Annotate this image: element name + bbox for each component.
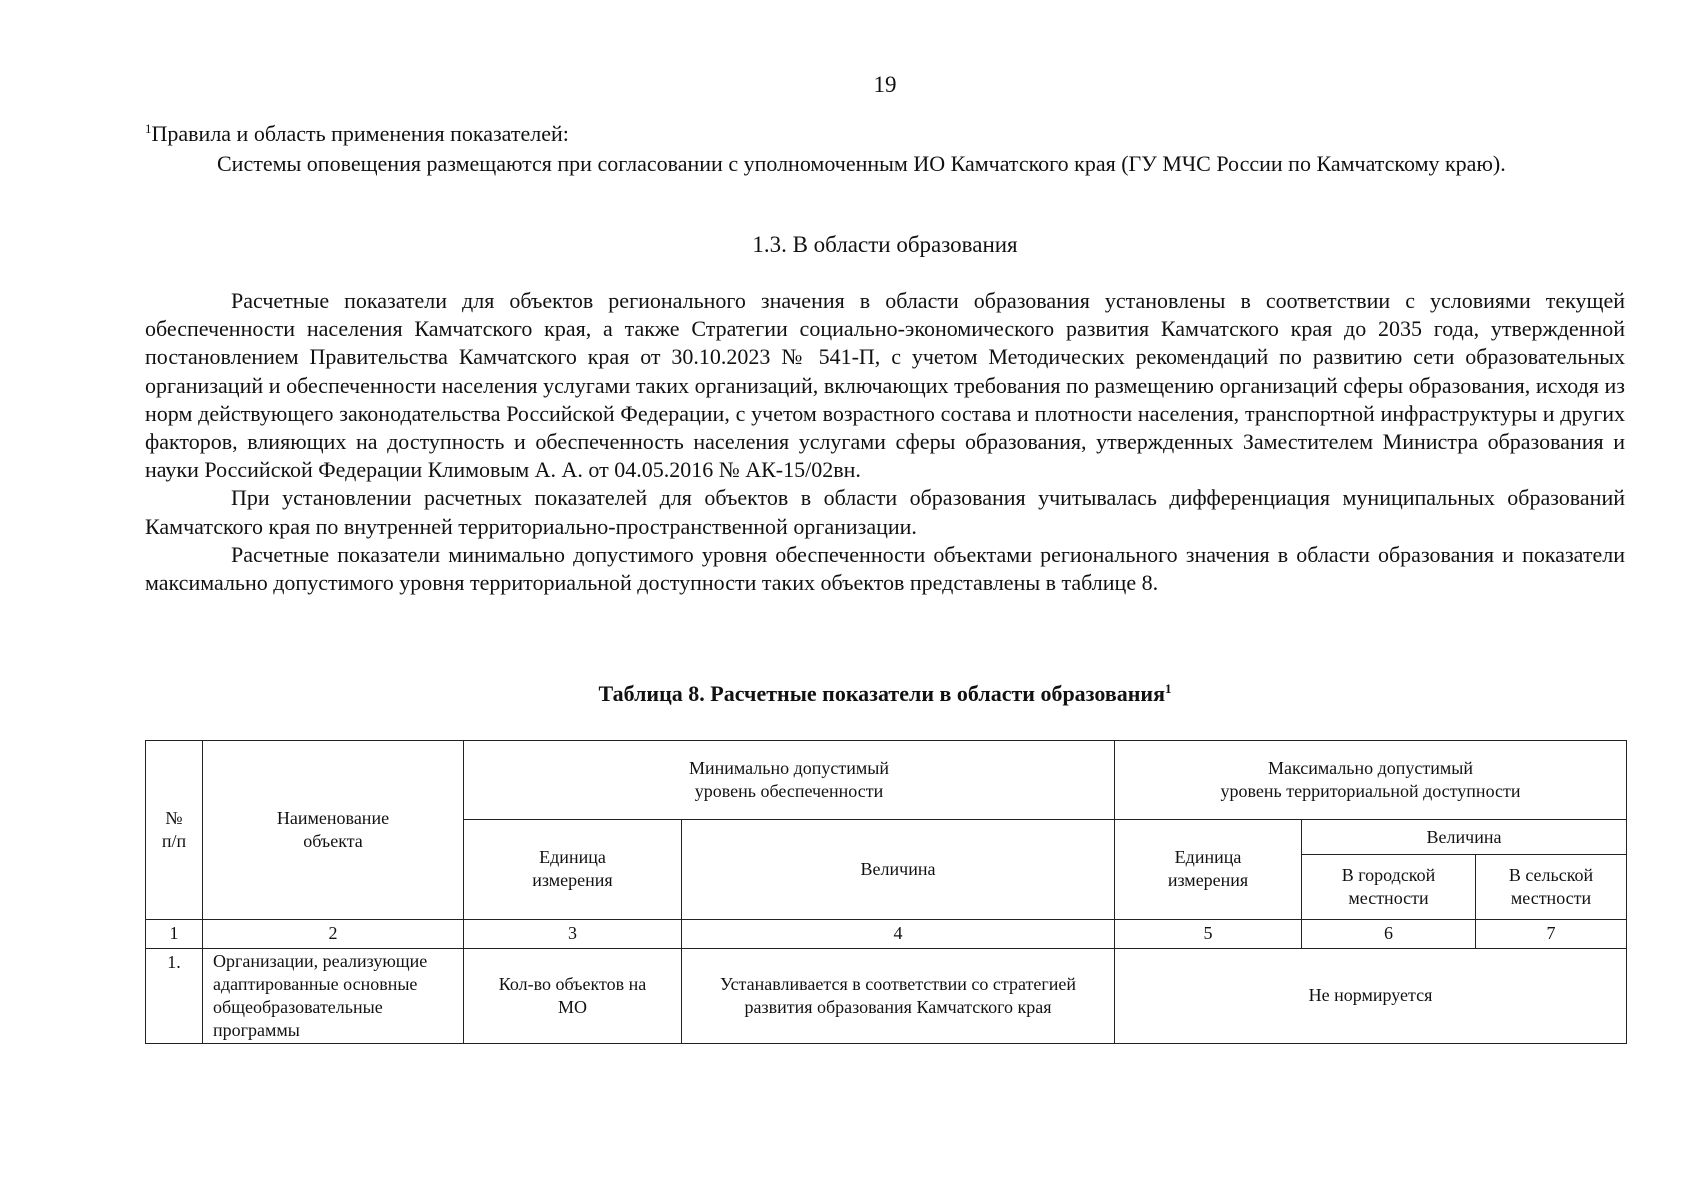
- header-min-provision-level: Минимально допустимый уровень обеспеченности: [464, 741, 1115, 820]
- table-caption-text: Таблица 8. Расчетные показатели в области образования: [598, 681, 1165, 706]
- education-norms-table: [145, 740, 1627, 1044]
- header-object-name: Наименование объекта: [203, 741, 464, 920]
- header-urban: В городской местности: [1302, 855, 1476, 919]
- header-max-accessibility-level: Максимально допустимый уровень территориальной доступности: [1115, 741, 1627, 820]
- row-unit: Кол-во объектов на МО: [464, 948, 682, 1043]
- column-number: 3: [464, 919, 682, 948]
- paragraph: При установлении расчетных показателей для объектов в области образования учитывалась дифференциация муниципальных образований Камчатского края по внутренней территориально-пространственной организации.: [145, 485, 1625, 539]
- row-value: Устанавливается в соответствии со стратегией развития образования Камчатского края: [682, 948, 1115, 1043]
- column-numbers-row: [146, 919, 1627, 948]
- footnote-marker: 1: [145, 121, 152, 136]
- page-number: 19: [873, 72, 897, 97]
- table-row: [146, 948, 1627, 1043]
- footnote-title: [145, 121, 569, 147]
- section-heading: 1.3. В области образования: [752, 232, 1018, 257]
- column-number: 1: [146, 919, 203, 948]
- paragraph: Расчетные показатели минимально допустимого уровня обеспеченности объектами регионального значения в области образования и показатели максимально допустимого уровня территориальной доступности таких объектов представлены в таблице 8.: [145, 541, 1625, 596]
- row-number: 1.: [146, 948, 203, 1043]
- header-max-value: Величина: [1302, 820, 1627, 855]
- row-accessibility: Не нормируется: [1115, 948, 1627, 1043]
- column-number: 4: [682, 919, 1115, 948]
- column-number: 7: [1476, 919, 1627, 948]
- header-max-unit: Единица измерения: [1115, 820, 1302, 919]
- header-number: № п/п: [146, 741, 203, 920]
- row-object-name: Организации, реализующие адаптированные основные общеобразовательные программы: [203, 948, 464, 1043]
- table-caption: [0, 681, 1697, 707]
- column-number: 5: [1115, 919, 1302, 948]
- paragraph: Расчетные показатели для объектов регионального значения в области образования установлены в соответствии с условиями текущей обеспеченности населения Камчатского края, а также Стратегии социально-экономического развития Камчатского края до 2035 года, утвержденной постановлением Правительства Камчатского края от 30.10.2023 № 541-П, с учетом Методических рекомендаций по развитию сети образовательных организаций и обеспеченности населения услугами таких организаций, включающих требования по размещению организаций сферы образования, исходя из норм действующего законодательства Российской Федерации, с учетом возрастного состава и плотности населения, транспортной инфраструктуры и других факторов, влияющих на доступность и обеспеченность населения услугами сферы образования, утвержденных Заместителем Министра образования и науки Российской Федерации Климовым А. А. от 04.05.2016 № АК-15/02вн.: [145, 288, 1625, 483]
- footnote-text: Системы оповещения размещаются при согласовании с уполномоченным ИО Камчатского края (ГУ МЧС России по Камчатскому краю).: [217, 151, 1506, 176]
- header-min-value: Величина: [682, 820, 1115, 919]
- column-number: 2: [203, 919, 464, 948]
- column-number: 6: [1302, 919, 1476, 948]
- header-min-unit: Единица измерения: [464, 820, 682, 919]
- body-text: [145, 287, 1625, 597]
- header-rural: В сельской местности: [1476, 855, 1627, 919]
- table-caption-footnote-marker: 1: [1164, 681, 1172, 696]
- footnote-title-text: Правила и область применения показателей:: [151, 121, 569, 146]
